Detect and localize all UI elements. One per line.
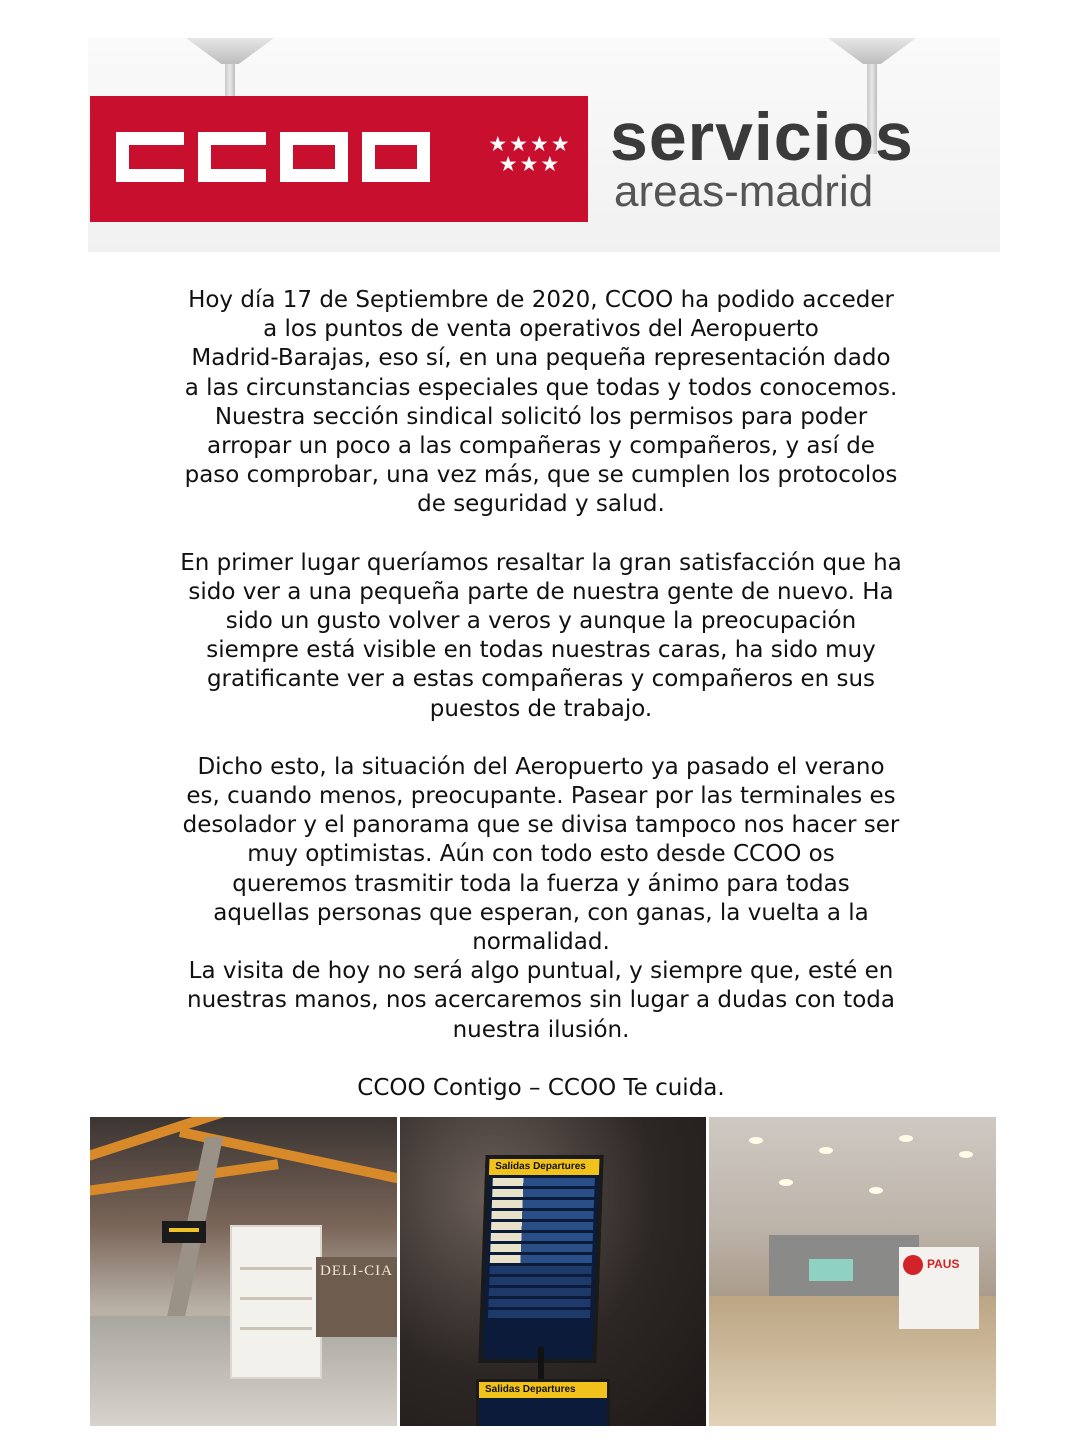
shop-front xyxy=(316,1257,397,1337)
text-line: paso comprobar, una vez más, que se cumplen los protocolos xyxy=(184,462,898,489)
photo-strip xyxy=(90,1117,996,1426)
text-line: Dicho esto, la situación del Aeropuerto ya pasado el verano xyxy=(197,753,885,780)
brand-wordmark xyxy=(610,99,914,216)
text-line: a las circunstancias especiales que todas y todos conocemos. xyxy=(184,374,898,401)
text-line: desolador y el panorama que se divisa tampoco nos hacer ser xyxy=(182,812,900,839)
text-line: gratificante ver a estas compañeras y compañeros en sus xyxy=(206,666,876,693)
photo-departures-board xyxy=(400,1117,706,1426)
hall-corridor xyxy=(769,1235,919,1305)
text-line: muy optimistas. Aún con todo esto desde CCOO os xyxy=(247,841,835,868)
announcement-text xyxy=(150,286,932,1103)
text-line: puestos de trabajo. xyxy=(429,695,653,722)
board-title: Salidas Departures xyxy=(489,1159,600,1175)
closing-slogan: CCOO Contigo – CCOO Te cuida. xyxy=(357,1074,725,1101)
text-line: a los puntos de venta operativos del Aeropuerto xyxy=(263,316,819,343)
text-line: siempre está visible en todas nuestras caras, ha sido muy xyxy=(206,637,876,664)
text-line: es, cuando menos, preocupante. Pasear por las terminales es xyxy=(186,783,896,810)
madrid-stars-icon: ★★★★ ★★★ xyxy=(488,132,572,176)
brand-main-text: servicios xyxy=(610,99,914,175)
direction-sign-icon xyxy=(162,1221,206,1243)
text-line: La visita de hoy no será algo puntual, y siempre que, esté en xyxy=(188,958,894,985)
shop-sign: PAUS xyxy=(927,1257,960,1271)
text-line: normalidad. xyxy=(472,929,610,956)
logo-letter-o1 xyxy=(280,132,348,182)
departures-board-lower xyxy=(476,1379,610,1426)
text-line: aquellas personas que esperan, con ganas, la vuelta a la xyxy=(213,899,869,926)
ccoo-letters xyxy=(116,132,430,182)
photo-terminal-shop xyxy=(90,1117,397,1426)
header-logo-banner xyxy=(88,38,1000,252)
logo-letter-c1 xyxy=(116,132,184,182)
text-line: arropar un poco a las compañeras y compañeros, y así de xyxy=(207,433,875,460)
shop-counter xyxy=(899,1247,979,1329)
shop-sign: DELI-CIA xyxy=(320,1263,393,1279)
departures-board xyxy=(478,1155,603,1363)
logo-letter-c2 xyxy=(198,132,266,182)
brand-sub-text: areas-madrid xyxy=(614,167,874,216)
paragraph-2 xyxy=(150,549,932,724)
paragraph-3 xyxy=(150,753,932,957)
text-line: nuestra ilusión. xyxy=(452,1016,630,1043)
text-line: Nuestra sección sindical solicitó los permisos para poder xyxy=(214,403,868,430)
text-line: sido ver a una pequeña parte de nuestra gente de nuevo. Ha xyxy=(188,578,894,605)
text-line: Hoy día 17 de Septiembre de 2020, CCOO ha podido acceder xyxy=(188,287,894,313)
text-line: nuestras manos, nos acercaremos sin lugar a dudas con toda xyxy=(187,987,895,1014)
paragraph-1 xyxy=(150,286,932,520)
logo-letter-o2 xyxy=(362,132,430,182)
shop-logo-icon xyxy=(903,1255,923,1275)
paragraph-4 xyxy=(150,957,932,1045)
ccoo-logo xyxy=(90,96,588,222)
text-line: Madrid-Barajas, eso sí, en una pequeña representación dado xyxy=(191,345,891,372)
kiosk-icon xyxy=(230,1225,322,1379)
text-line: En primer lugar queríamos resaltar la gran satisfacción que ha xyxy=(180,549,902,576)
text-line: sido un gusto volver a veros y aunque la preocupación xyxy=(225,608,857,635)
text-line: queremos trasmitir toda la fuerza y ánimo para todas xyxy=(232,870,850,897)
text-line: de seguridad y salud. xyxy=(417,491,665,518)
board-title-lower: Salidas Departures xyxy=(479,1382,607,1398)
photo-empty-hall xyxy=(709,1117,996,1426)
